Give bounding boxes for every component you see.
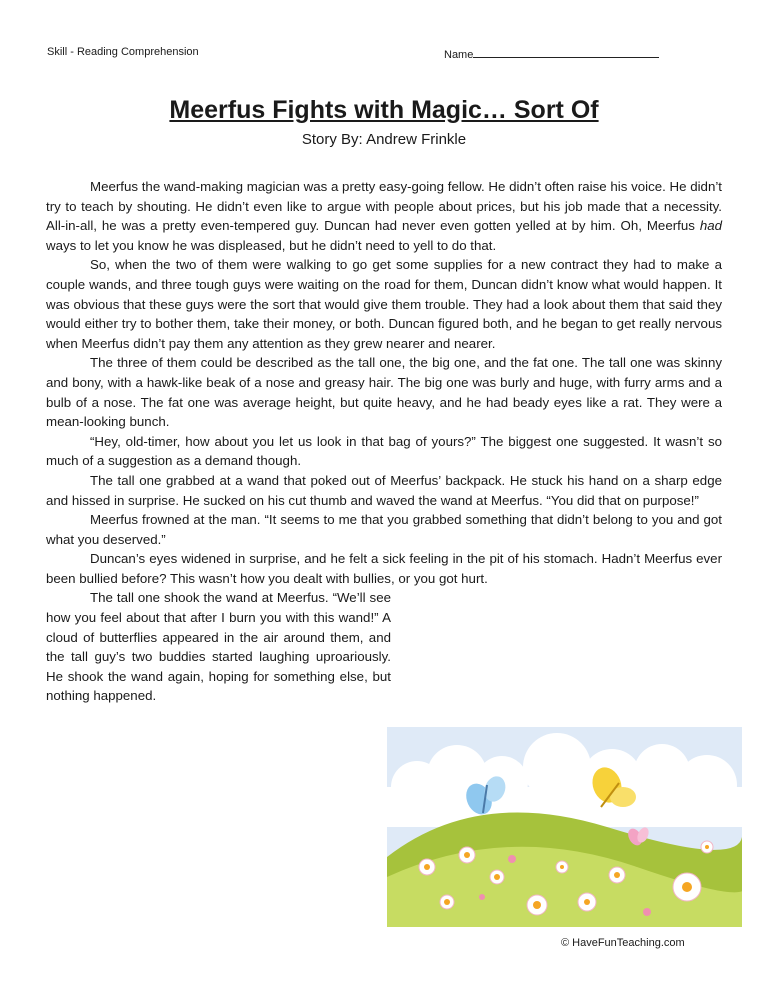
story-text — [46, 177, 722, 706]
name-field — [444, 46, 659, 61]
name-blank-line — [473, 46, 659, 58]
story-byline: Story By: Andrew Frinkle — [301, 131, 467, 148]
story-paragraph-8: The tall one shook the wand at Meerfus. “We’ll see how you feel about that after I burn you with this wand!” A cloud of butterflies appeared in the air around them, and the tall guy’s two buddies started laughing uproariously. He shook the wand again, hoping for something else, but nothing happened. — [46, 590, 391, 704]
story-title: Meerfus Fights with Magic… Sort Of — [169, 96, 599, 124]
name-label: Name — [444, 49, 474, 61]
story-paragraph-4: “Hey, old-timer, how about you let us look in that bag of yours?” The biggest one suggested. It wasn’t so much of a suggestion as a demand though. — [46, 433, 722, 469]
copyright-credit: © HaveFunTeaching.com — [561, 937, 685, 949]
story-paragraph-2: So, when the two of them were walking to go get some supplies for a new contract they had to make a couple wands, and three tough guys were waiting on the road for them, Duncan didn’t know what would happen. It was obvious that these guys were the sort that would give them trouble. They had a look about them that said they would either try to bother them, take their money, or both. Duncan figured both, and he began to get really nervous when Meerfus didn’t pay them any attention as they grew nearer and nearer. — [46, 257, 722, 351]
story-paragraph-1: Meerfus the wand-making magician was a pretty easy-going fellow. He didn’t often raise his voice. He didn’t try to teach by shouting. He didn’t even like to argue with people about prices, but his job made that a necessity. All-in-all, he was a pretty even-tempered guy. Duncan had never even gotten yelled at by him. Oh, Meerfus had ways to let you know he was displeased, but he didn’t need to yell to do that. — [46, 179, 722, 253]
story-paragraph-6: Meerfus frowned at the man. “It seems to me that you grabbed something that didn’t belong to you and got what you deserved.” — [46, 512, 722, 547]
meadow-butterflies-illustration — [387, 727, 742, 927]
story-paragraph-3: The three of them could be described as the tall one, the big one, and the fat one. The tall one was skinny and bony, with a hawk-like beak of a nose and greasy hair. The big one was burly and huge, with furry arms and a bulb of a nose. The fat one was average height, but quite heavy, and he had beady eyes like a rat. They were a mean-looking bunch. — [46, 355, 722, 430]
skill-label: Skill - Reading Comprehension — [47, 46, 199, 58]
story-paragraph-5: The tall one grabbed at a wand that poked out of Meerfus’ backpack. He stuck his hand on a sharp edge and hissed in surprise. He sucked on his cut thumb and waved the wand at Meerfus. “You did that on purpose!” — [46, 472, 722, 508]
emphasis-had: had — [699, 218, 722, 234]
story-paragraph-7: Duncan’s eyes widened in surprise, and he felt a sick feeling in the pit of his stomach. Hadn’t Meerfus ever been bullied before? This wasn’t how you dealt with bullies, or you got hurt. — [46, 551, 722, 586]
